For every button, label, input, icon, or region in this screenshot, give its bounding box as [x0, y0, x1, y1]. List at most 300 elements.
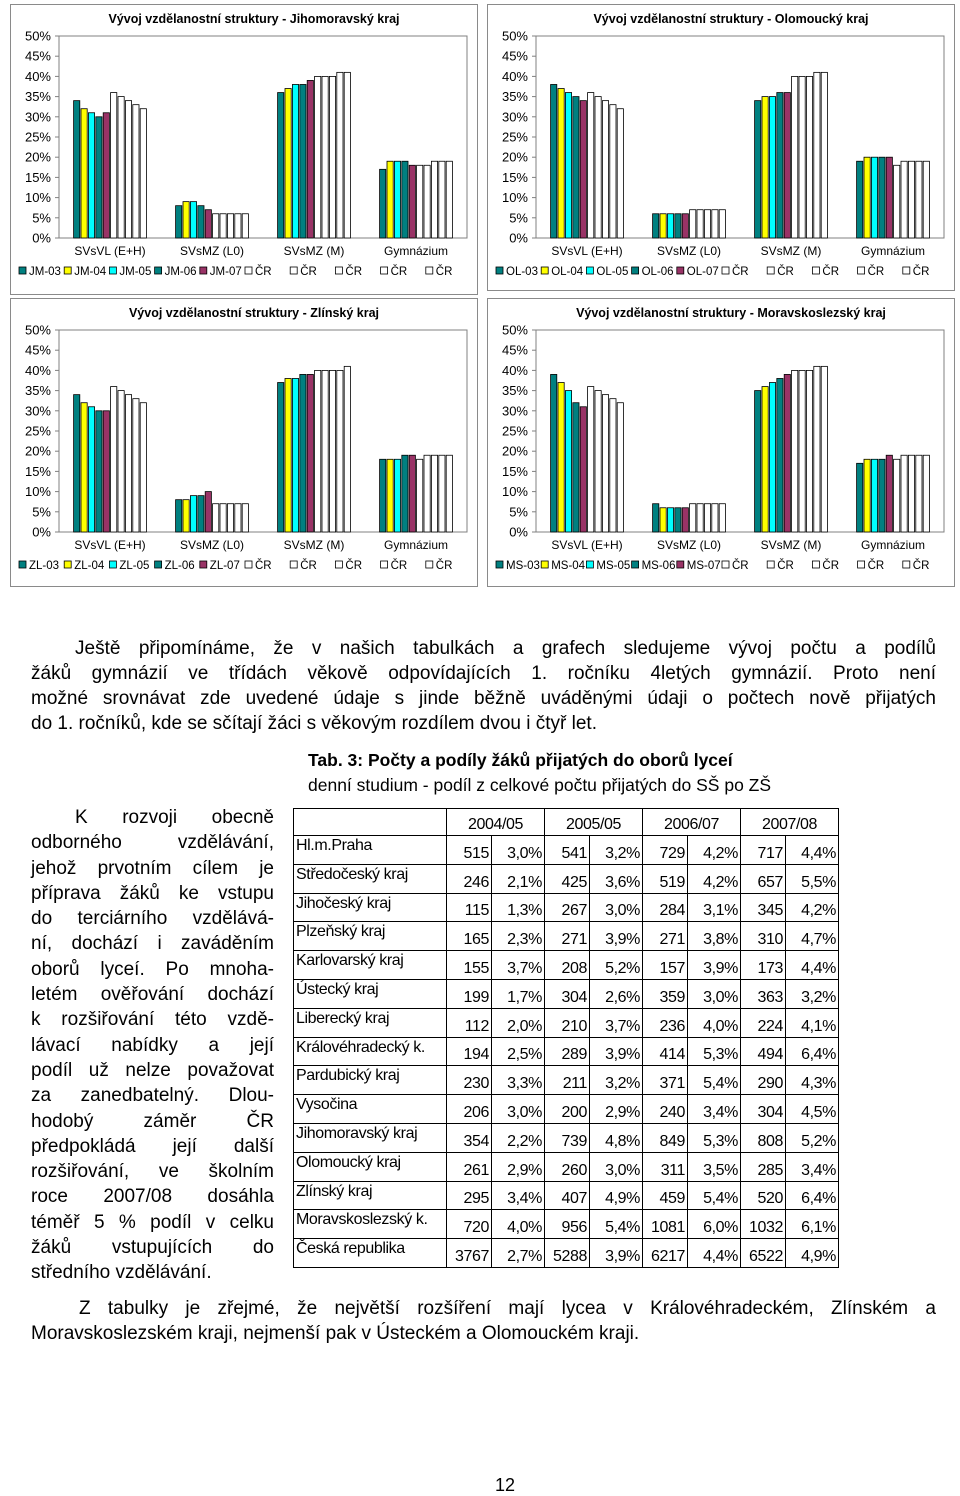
bar [183, 202, 189, 238]
bar [558, 89, 564, 238]
side-text-line: rozšiřování, ve školním [31, 1161, 274, 1183]
count-cell: 311 [643, 1152, 688, 1181]
chart-title: Vývoj vzdělanostní struktury - Moravskoslezský kraj [576, 306, 886, 320]
legend-swatch [496, 561, 503, 568]
count-cell: 363 [741, 979, 786, 1008]
y-tick-label: 25% [24, 129, 51, 145]
region-cell: Královéhradecký k. [294, 1037, 447, 1066]
bar [118, 391, 124, 532]
bar [871, 459, 877, 532]
y-tick-label: 35% [501, 383, 528, 399]
share-cell: 5,2% [786, 1123, 839, 1152]
count-cell: 157 [643, 951, 688, 980]
conclusion-line: Moravskoslezském kraji, nejmenší pak v Ústeckém a Olomouckém kraji. [31, 1323, 640, 1344]
y-tick-label: 20% [501, 443, 528, 459]
legend-label: OL-07 [686, 266, 719, 278]
legend-swatch [200, 267, 207, 274]
bar [307, 80, 313, 238]
count-cell: 354 [447, 1123, 492, 1152]
side-text-line: téměř 5 % podíl v celku [31, 1211, 274, 1233]
bar [74, 395, 80, 532]
bar [799, 76, 805, 238]
bar [81, 403, 87, 532]
bar [88, 113, 94, 238]
share-cell: 4,7% [786, 922, 839, 951]
bar [446, 161, 452, 238]
count-cell: 194 [447, 1037, 492, 1066]
share-cell: 1,3% [492, 893, 545, 922]
table-row [294, 864, 839, 893]
region-cell: Středočeský kraj [294, 864, 447, 893]
x-category-label: SVsMZ (M) [760, 538, 822, 552]
count-cell: 407 [545, 1181, 590, 1210]
x-category-label: SVsMZ (M) [283, 538, 345, 552]
share-cell: 3,2% [786, 979, 839, 1008]
legend-label: ČR [822, 266, 840, 278]
y-tick-label: 30% [501, 109, 528, 125]
y-tick-label: 45% [501, 342, 528, 358]
share-cell: 5,4% [688, 1181, 741, 1210]
side-text-line: podíl už nelze považovat [31, 1059, 274, 1081]
legend-label: ČR [912, 560, 930, 572]
side-text-line: za zanedbatelný. Dlou- [31, 1085, 274, 1107]
share-cell: 4,2% [688, 836, 741, 865]
count-cell: 173 [741, 951, 786, 980]
intro-line: žáků gymnázií ve třídách věkově odpovídajících 1. ročníku 4letých gymnázií. Proto není [31, 663, 936, 684]
legend-label: ČR [390, 560, 408, 572]
conclusion-line: Z tabulky je zřejmé, že největší rozšíření mají lycea v Královéhradeckém, Zlínském a [79, 1298, 936, 1319]
bar [755, 101, 761, 238]
x-category-label: SVsMZ (L0) [656, 538, 722, 552]
bar [719, 504, 725, 532]
share-cell: 2,5% [492, 1037, 545, 1066]
region-cell: Česká republika [294, 1239, 447, 1268]
y-tick-label: 35% [24, 383, 51, 399]
legend-label: ČR [867, 560, 885, 572]
legend-label: ČR [435, 560, 453, 572]
bar [871, 157, 877, 238]
legend-swatch [155, 267, 162, 274]
count-cell: 208 [545, 951, 590, 980]
chart-title: Vývoj vzdělanostní struktury - Zlínský kraj [128, 306, 380, 320]
share-cell: 4,4% [786, 951, 839, 980]
bar [886, 455, 892, 532]
bar [103, 411, 109, 532]
bar [322, 76, 328, 238]
bar [653, 504, 659, 532]
share-cell: 4,9% [786, 1239, 839, 1268]
region-cell: Pardubický kraj [294, 1066, 447, 1095]
share-cell: 5,2% [590, 951, 643, 980]
legend-label: ČR [300, 266, 317, 278]
legend-label: ČR [912, 266, 930, 278]
y-tick-label: 40% [501, 68, 528, 84]
y-tick-label: 25% [501, 423, 528, 439]
table-row [294, 1095, 839, 1124]
chart-jihomoravsky [10, 4, 478, 295]
share-cell: 2,2% [492, 1123, 545, 1152]
x-category-label: Gymnázium [860, 538, 926, 552]
bar [704, 210, 710, 238]
share-cell: 2,0% [492, 1008, 545, 1037]
bar [610, 105, 616, 238]
legend-label: MS-07 [686, 560, 721, 572]
bar [667, 508, 673, 532]
share-cell: 3,5% [688, 1152, 741, 1181]
legend-swatch [496, 267, 503, 274]
bar [220, 504, 226, 532]
count-cell: 290 [741, 1066, 786, 1095]
table-row [294, 1123, 839, 1152]
y-tick-label: 5% [32, 504, 51, 520]
share-cell: 2,3% [492, 922, 545, 951]
count-cell: 849 [643, 1123, 688, 1152]
legend-label: ČR [435, 266, 453, 278]
bar [417, 459, 423, 532]
share-cell: 3,4% [786, 1152, 839, 1181]
bar [103, 113, 109, 238]
y-tick-label: 40% [24, 362, 51, 378]
count-cell: 494 [741, 1037, 786, 1066]
legend-label: ČR [390, 266, 408, 278]
intro-line: do 1. ročníků, kde se sčítají žáci s věkovým rozdílem dvou i čtyř let. [31, 713, 597, 734]
count-cell: 657 [741, 864, 786, 893]
side-text-line: do terciárního vzdělává- [31, 908, 274, 930]
y-tick-label: 5% [509, 210, 528, 226]
count-cell: 211 [545, 1066, 590, 1095]
bar [292, 84, 298, 238]
legend-label: ZL-05 [119, 560, 150, 572]
share-cell: 3,9% [590, 1239, 643, 1268]
bar [380, 169, 386, 238]
legend-swatch [19, 267, 26, 274]
legend-label: ČR [300, 560, 317, 572]
legend-label: ČR [732, 266, 749, 278]
bar [777, 378, 783, 532]
bar [857, 161, 863, 238]
count-cell: 284 [643, 893, 688, 922]
legend-swatch [812, 267, 819, 274]
share-cell: 3,0% [590, 893, 643, 922]
legend-label: ČR [777, 266, 794, 278]
count-cell: 808 [741, 1123, 786, 1152]
bar [784, 374, 790, 532]
table-row [294, 893, 839, 922]
share-cell: 3,2% [590, 1066, 643, 1095]
bar [704, 504, 710, 532]
count-cell: 425 [545, 864, 590, 893]
x-category-label: SVsMZ (M) [283, 244, 345, 258]
side-text-line: K rozvoji obecně [75, 807, 274, 828]
bar [901, 455, 907, 532]
bar [431, 455, 437, 532]
share-cell: 4,4% [688, 1239, 741, 1268]
bar [176, 500, 182, 532]
count-cell: 720 [447, 1210, 492, 1239]
region-cell: Vysočina [294, 1095, 447, 1124]
legend-swatch [64, 267, 71, 274]
count-cell: 310 [741, 922, 786, 951]
count-cell: 199 [447, 979, 492, 1008]
bar [894, 459, 900, 532]
region-cell: Jihočeský kraj [294, 893, 447, 922]
legend-swatch [586, 561, 593, 568]
side-text-line: příprava žáků ke vstupu [31, 882, 274, 904]
bar [675, 214, 681, 238]
bar [792, 76, 798, 238]
legend-label: ČR [255, 560, 272, 572]
bar [565, 93, 571, 238]
bar [96, 117, 102, 238]
bar [380, 459, 386, 532]
bar [344, 366, 350, 532]
bar [446, 455, 452, 532]
share-cell: 2,9% [590, 1095, 643, 1124]
y-tick-label: 20% [501, 149, 528, 165]
share-cell: 4,3% [786, 1066, 839, 1095]
y-tick-label: 15% [501, 169, 528, 185]
bar [923, 161, 929, 238]
count-cell: 519 [643, 864, 688, 893]
legend-label: OL-06 [641, 266, 674, 278]
legend-label: ZL-07 [209, 560, 240, 572]
bar [573, 97, 579, 238]
legend-swatch [290, 267, 297, 274]
legend-label: ZL-06 [164, 560, 195, 572]
region-cell: Olomoucký kraj [294, 1152, 447, 1181]
bar [573, 403, 579, 532]
count-cell: 289 [545, 1037, 590, 1066]
table-row [294, 1239, 839, 1268]
share-cell: 3,6% [590, 864, 643, 893]
count-cell: 520 [741, 1181, 786, 1210]
bar [205, 492, 211, 532]
side-text [31, 805, 274, 1286]
page-number: 12 [494, 1475, 516, 1495]
count-cell: 246 [447, 864, 492, 893]
legend-swatch [200, 561, 207, 568]
region-cell: Plzeňský kraj [294, 922, 447, 951]
chart-svg [11, 5, 477, 294]
count-cell: 304 [545, 979, 590, 1008]
bar [712, 504, 718, 532]
bar [227, 504, 233, 532]
legend-label: JM-07 [209, 266, 242, 278]
share-cell: 5,4% [590, 1210, 643, 1239]
legend-swatch [677, 561, 684, 568]
share-cell: 4,4% [786, 836, 839, 865]
bar [901, 161, 907, 238]
count-cell: 371 [643, 1066, 688, 1095]
legend-swatch [858, 267, 865, 274]
region-cell: Ústecký kraj [294, 979, 447, 1008]
bar [329, 370, 335, 532]
count-cell: 261 [447, 1152, 492, 1181]
share-cell: 2,1% [492, 864, 545, 893]
side-text-line: předpokládá její další [31, 1135, 274, 1157]
bar [886, 157, 892, 238]
legend-label: JM-03 [29, 266, 61, 278]
table-row [294, 1152, 839, 1181]
bar [285, 89, 291, 238]
y-tick-label: 35% [24, 89, 51, 105]
count-cell: 304 [741, 1095, 786, 1124]
bar [908, 161, 914, 238]
year-header: 2004/05 [447, 809, 545, 836]
x-category-label: SVsVL (E+H) [551, 538, 623, 552]
table-subtitle: denní studium - podíl z celkové počtu přijatých do SŠ po ZŠ [308, 775, 772, 795]
bar [227, 214, 233, 238]
side-text-line: oborů lyceí. Po mnoha- [31, 958, 274, 980]
bar [133, 105, 139, 238]
legend-swatch [903, 561, 910, 568]
bar [653, 214, 659, 238]
y-tick-label: 45% [501, 48, 528, 64]
table-row [294, 1181, 839, 1210]
y-tick-label: 0% [509, 524, 528, 540]
bar [220, 214, 226, 238]
bar [402, 161, 408, 238]
y-tick-label: 20% [24, 443, 51, 459]
bar [690, 504, 696, 532]
legend-swatch [632, 561, 639, 568]
share-cell: 5,3% [688, 1037, 741, 1066]
legend-swatch [381, 267, 388, 274]
table-row [294, 1210, 839, 1239]
side-text-line: jehož prvotním cílem je [31, 857, 274, 879]
bar [667, 214, 673, 238]
legend-label: ČR [777, 560, 794, 572]
y-tick-label: 0% [32, 524, 51, 540]
bar [439, 455, 445, 532]
count-cell: 729 [643, 836, 688, 865]
legend-swatch [541, 561, 548, 568]
year-header: 2007/08 [741, 809, 839, 836]
count-cell: 739 [545, 1123, 590, 1152]
share-cell: 4,0% [688, 1008, 741, 1037]
share-cell: 4,0% [492, 1210, 545, 1239]
share-cell: 3,0% [688, 979, 741, 1008]
bar [118, 97, 124, 238]
chart-moravskoslezsky [487, 298, 955, 587]
share-cell: 3,3% [492, 1066, 545, 1095]
y-tick-label: 5% [32, 210, 51, 226]
legend-swatch [155, 561, 162, 568]
share-cell: 3,9% [688, 951, 741, 980]
side-text-line: lávací nabídky a její [31, 1034, 274, 1056]
bar [762, 97, 768, 238]
share-cell: 4,9% [590, 1181, 643, 1210]
legend-swatch [64, 561, 71, 568]
share-cell: 3,1% [688, 893, 741, 922]
bar [337, 72, 343, 238]
bar [595, 97, 601, 238]
bar [682, 508, 688, 532]
year-header: 2006/07 [643, 809, 741, 836]
y-tick-label: 15% [501, 463, 528, 479]
share-cell: 4,8% [590, 1123, 643, 1152]
bar [394, 161, 400, 238]
x-category-label: SVsMZ (M) [760, 244, 822, 258]
legend-swatch [245, 267, 252, 274]
region-cell: Moravskoslezský k. [294, 1210, 447, 1239]
bar [300, 84, 306, 238]
count-cell: 267 [545, 893, 590, 922]
bar [588, 93, 594, 238]
bar [198, 496, 204, 532]
y-tick-label: 10% [501, 190, 528, 206]
share-cell: 6,4% [786, 1181, 839, 1210]
count-cell: 515 [447, 836, 492, 865]
bar [777, 93, 783, 238]
bar [916, 455, 922, 532]
bar [821, 72, 827, 238]
y-tick-label: 40% [501, 362, 528, 378]
legend-swatch [426, 267, 433, 274]
bar [322, 370, 328, 532]
bar [806, 370, 812, 532]
bar [565, 391, 571, 532]
side-text-line: roce 2007/08 dosáhla [31, 1186, 274, 1208]
y-tick-label: 15% [24, 169, 51, 185]
legend-label: ČR [867, 266, 885, 278]
bar [111, 387, 117, 532]
year-header: 2005/05 [545, 809, 643, 836]
count-cell: 236 [643, 1008, 688, 1037]
bar [610, 399, 616, 532]
x-category-label: SVsVL (E+H) [74, 244, 146, 258]
share-cell: 4,5% [786, 1095, 839, 1124]
count-cell: 956 [545, 1210, 590, 1239]
share-cell: 5,4% [688, 1066, 741, 1095]
bar [551, 84, 557, 238]
bar [402, 455, 408, 532]
legend-label: MS-06 [641, 560, 676, 572]
legend-label: MS-05 [596, 560, 631, 572]
count-cell: 260 [545, 1152, 590, 1181]
bar [558, 383, 564, 532]
y-tick-label: 15% [24, 463, 51, 479]
chart-svg [488, 5, 954, 290]
bar [242, 504, 248, 532]
legend-swatch [19, 561, 26, 568]
count-cell: 414 [643, 1037, 688, 1066]
bar [424, 455, 430, 532]
y-tick-label: 40% [24, 68, 51, 84]
bar [617, 109, 623, 238]
bar [697, 504, 703, 532]
chart-title: Vývoj vzdělanostní struktury - Jihomoravský kraj [108, 12, 400, 26]
legend-label: JM-06 [164, 266, 197, 278]
region-cell: Hl.m.Praha [294, 836, 447, 865]
x-category-label: SVsMZ (L0) [656, 244, 722, 258]
count-cell: 200 [545, 1095, 590, 1124]
bar [617, 403, 623, 532]
legend-swatch [290, 561, 297, 568]
share-cell: 2,9% [492, 1152, 545, 1181]
count-cell: 115 [447, 893, 492, 922]
table-row [294, 1037, 839, 1066]
y-tick-label: 25% [501, 129, 528, 145]
y-tick-label: 10% [24, 484, 51, 500]
legend-swatch [541, 267, 548, 274]
table-row [294, 922, 839, 951]
intro-line: možné srovnávat zde uvedené údaje s jinde běžně uváděnými údaji o počtech nově přijatých [31, 688, 936, 709]
legend-label: OL-03 [506, 266, 538, 278]
legend-label: ZL-03 [29, 560, 60, 572]
side-text-line: žáků vstupujících do [31, 1237, 274, 1259]
bar [315, 370, 321, 532]
